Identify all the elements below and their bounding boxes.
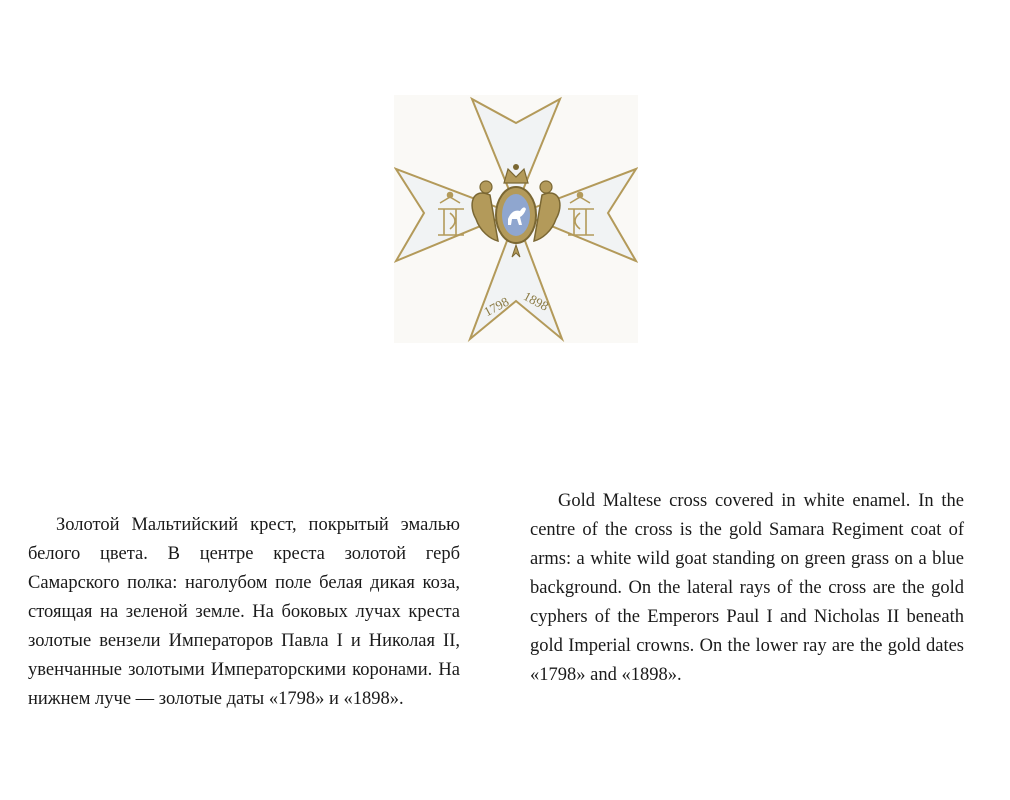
badge-image bbox=[394, 95, 638, 343]
cross-arm-left bbox=[396, 169, 512, 261]
caption-russian bbox=[28, 511, 460, 714]
eagle-wing-left bbox=[472, 193, 498, 241]
caption-russian-text: Золотой Мальтийский крест, покрытый эмалью белого цвета. В центре креста золотой герб Самарского полка: наголубом поле белая дикая коза, стоящая на зеленой земле. На боковых лучах креста золотые вензели Императоров Павла I и Николая II, увенчанные золотыми Императорскими коронами. На нижнем луче — золотые даты «1798» и «1898». bbox=[28, 515, 460, 709]
caption-english bbox=[530, 487, 964, 690]
caption-english-text: Gold Maltese cross covered in white enamel. In the centre of the cross is the gold Samara Regiment coat of arms: a white wild goat standing on green grass on a blue background. On the lateral rays of the cross are the gold cyphers of the Emperors Paul I and Nicholas II beneath gold Imperial crowns. On the lower ray are the gold dates «1798» and «1898». bbox=[530, 491, 964, 685]
dates-left: 1798 bbox=[481, 293, 512, 320]
eagle-emblem bbox=[472, 164, 560, 257]
maltese-cross-illustration bbox=[394, 95, 638, 343]
eagle-wing-right bbox=[534, 193, 560, 241]
dates-right: 1898 bbox=[521, 288, 552, 314]
